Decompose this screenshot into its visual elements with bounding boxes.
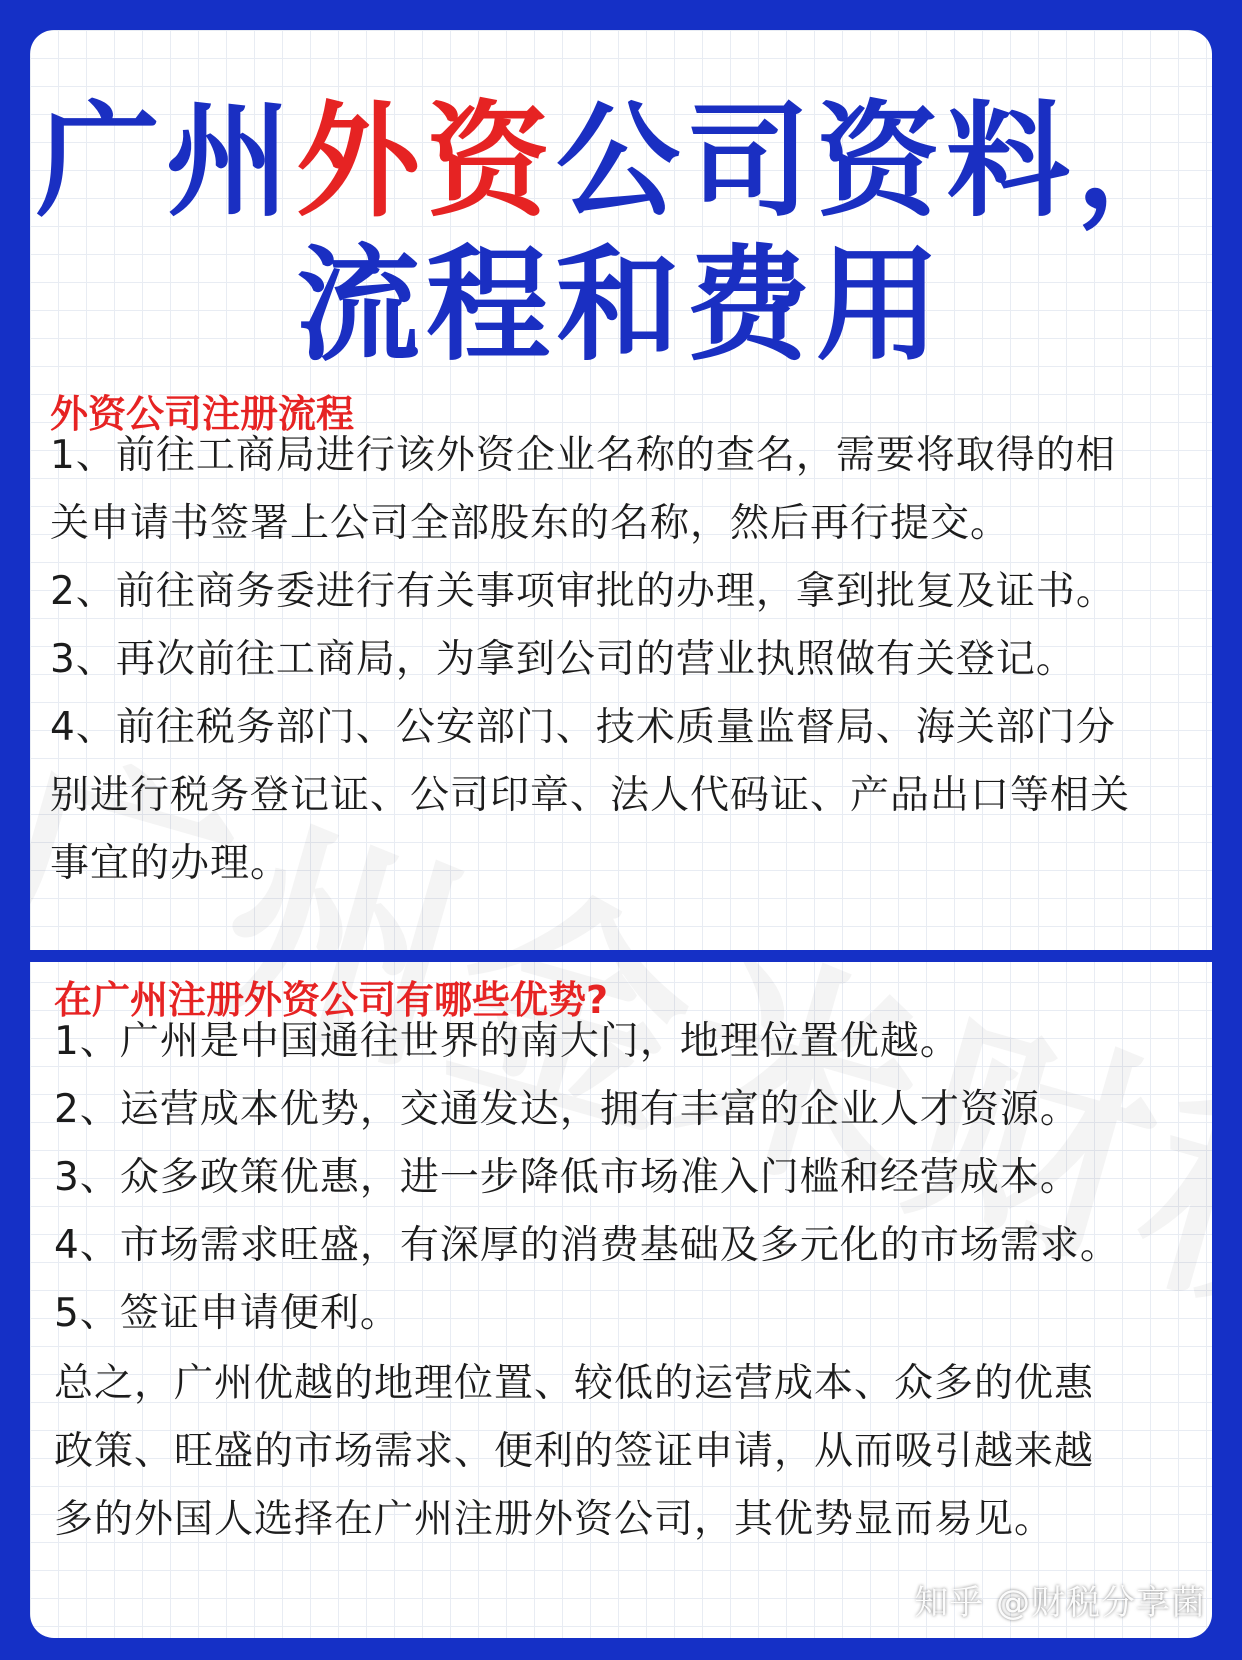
list-item: 2、前往商务委进行有关事项审批的办理，拿到批复及证书。 xyxy=(50,569,1116,614)
list-item: 5、签证申请便利。 xyxy=(54,1291,400,1336)
list-item: 事宜的办理。 xyxy=(50,841,291,886)
title-highlight: 外资 xyxy=(295,90,556,234)
list-item: 4、前往税务部门、公安部门、技术质量监督局、海关部门分 xyxy=(50,705,1116,750)
section-heading-process: 外资公司注册流程 xyxy=(50,392,355,436)
title-part-1: 广州 xyxy=(35,90,296,234)
list-item: 1、前往工商局进行该外资企业名称的查名，需要将取得的相 xyxy=(50,433,1116,478)
summary-line: 多的外国人选择在广州注册外资公司，其优势显而易见。 xyxy=(54,1497,1055,1542)
title-part-2: 公司资料， xyxy=(556,90,1207,234)
list-item: 3、众多政策优惠，进一步降低市场准入门槛和经营成本。 xyxy=(54,1155,1080,1200)
summary-line: 总之，广州优越的地理位置、较低的运营成本、众多的优惠 xyxy=(54,1361,1095,1406)
advantages-list xyxy=(54,1008,1120,1348)
list-item: 3、再次前往工商局，为拿到公司的营业执照做有关登记。 xyxy=(50,637,1076,682)
poster-card xyxy=(30,30,1212,1638)
process-list xyxy=(50,422,1130,898)
list-item: 关申请书签署上公司全部股东的名称，然后再行提交。 xyxy=(50,501,1011,546)
source-credit: 知乎 @财税分享菌 xyxy=(914,1583,1206,1623)
section-divider xyxy=(30,950,1212,962)
section-heading-advantages: 在广州注册外资公司有哪些优势? xyxy=(54,978,609,1022)
page-title-line-1 xyxy=(30,92,1212,232)
list-item: 4、市场需求旺盛，有深厚的消费基础及多元化的市场需求。 xyxy=(54,1223,1120,1268)
list-item: 别进行税务登记证、公司印章、法人代码证、产品出口等相关 xyxy=(50,773,1131,818)
list-item: 1、广州是中国通往世界的南大门，地理位置优越。 xyxy=(54,1019,960,1064)
list-item: 2、运营成本优势，交通发达，拥有丰富的企业人才资源。 xyxy=(54,1087,1080,1132)
page-title-line-2: 流程和费用 xyxy=(295,234,946,378)
summary-line: 政策、旺盛的市场需求、便利的签证申请，从而吸引越来越 xyxy=(54,1429,1095,1474)
summary-paragraph xyxy=(54,1350,1094,1554)
